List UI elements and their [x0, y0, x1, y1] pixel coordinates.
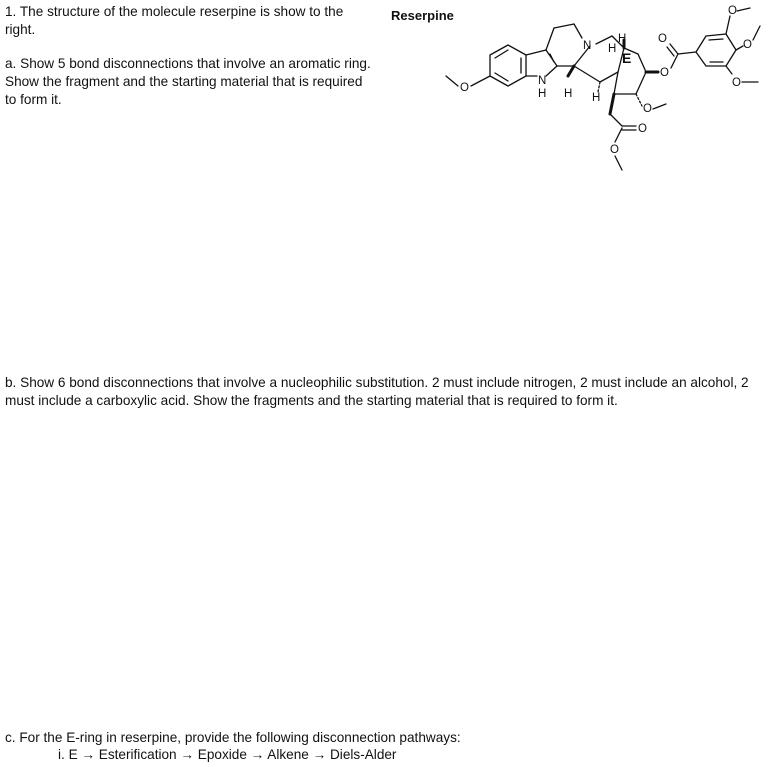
part-a	[5, 55, 377, 109]
ring-e-label: E	[622, 50, 632, 66]
atom-nh-h: H	[538, 88, 547, 100]
atom-o-aryl-mid: O	[743, 39, 752, 51]
atom-o-ester-carbonyl: O	[658, 33, 667, 45]
atom-nh-n: N	[538, 75, 547, 87]
part-b-text: Show 6 bond disconnections that involve a nucleophilic substitution. 2 must include nitrogen, 2 must include an alcohol, 2 must include a carboxylic acid. Show the fragments and the starting material that is required to form it.	[5, 375, 749, 408]
part-b	[5, 374, 765, 410]
atom-o-methoxy-left: O	[460, 82, 469, 94]
atom-o-aryl-low: O	[732, 77, 741, 89]
atom-n-ring: N	[583, 40, 592, 52]
atom-o-ester2-methoxy: O	[610, 144, 619, 156]
question-1-text: The structure of the molecule reserpine is show to the right.	[5, 4, 344, 37]
part-a-text: Show 5 bond disconnections that involve an aromatic ring. Show the fragment and the starting material that is required to form it.	[5, 56, 371, 107]
atom-ring-e-side-h: H	[608, 43, 617, 55]
atom-o-methoxy-ring: O	[643, 103, 652, 115]
atom-o-ester2-carbonyl: O	[638, 123, 647, 135]
part-c-pathway: i. E → Esterification → Epoxide → Alkene → Diels-Alder	[58, 747, 397, 762]
atom-o-ester-link: O	[660, 67, 669, 79]
molecule-atom-labels	[460, 5, 752, 156]
atom-h-junction-low: H	[564, 88, 573, 100]
part-c	[5, 729, 705, 747]
reserpine-structure	[440, 0, 769, 200]
question-1	[5, 3, 365, 39]
part-c-label: c.	[5, 730, 16, 745]
question-1-number: 1.	[5, 4, 17, 19]
part-a-label: a.	[5, 56, 17, 71]
atom-o-aryl-top: O	[728, 5, 737, 17]
molecule-title: Reserpine	[391, 8, 454, 23]
atom-h-junction-mid: H	[592, 92, 601, 104]
atom-h-junction-top: H	[618, 33, 627, 45]
molecule-bonds	[446, 8, 760, 170]
part-b-label: b.	[5, 375, 17, 390]
part-c-text: For the E-ring in reserpine, provide the following disconnection pathways:	[19, 730, 461, 745]
